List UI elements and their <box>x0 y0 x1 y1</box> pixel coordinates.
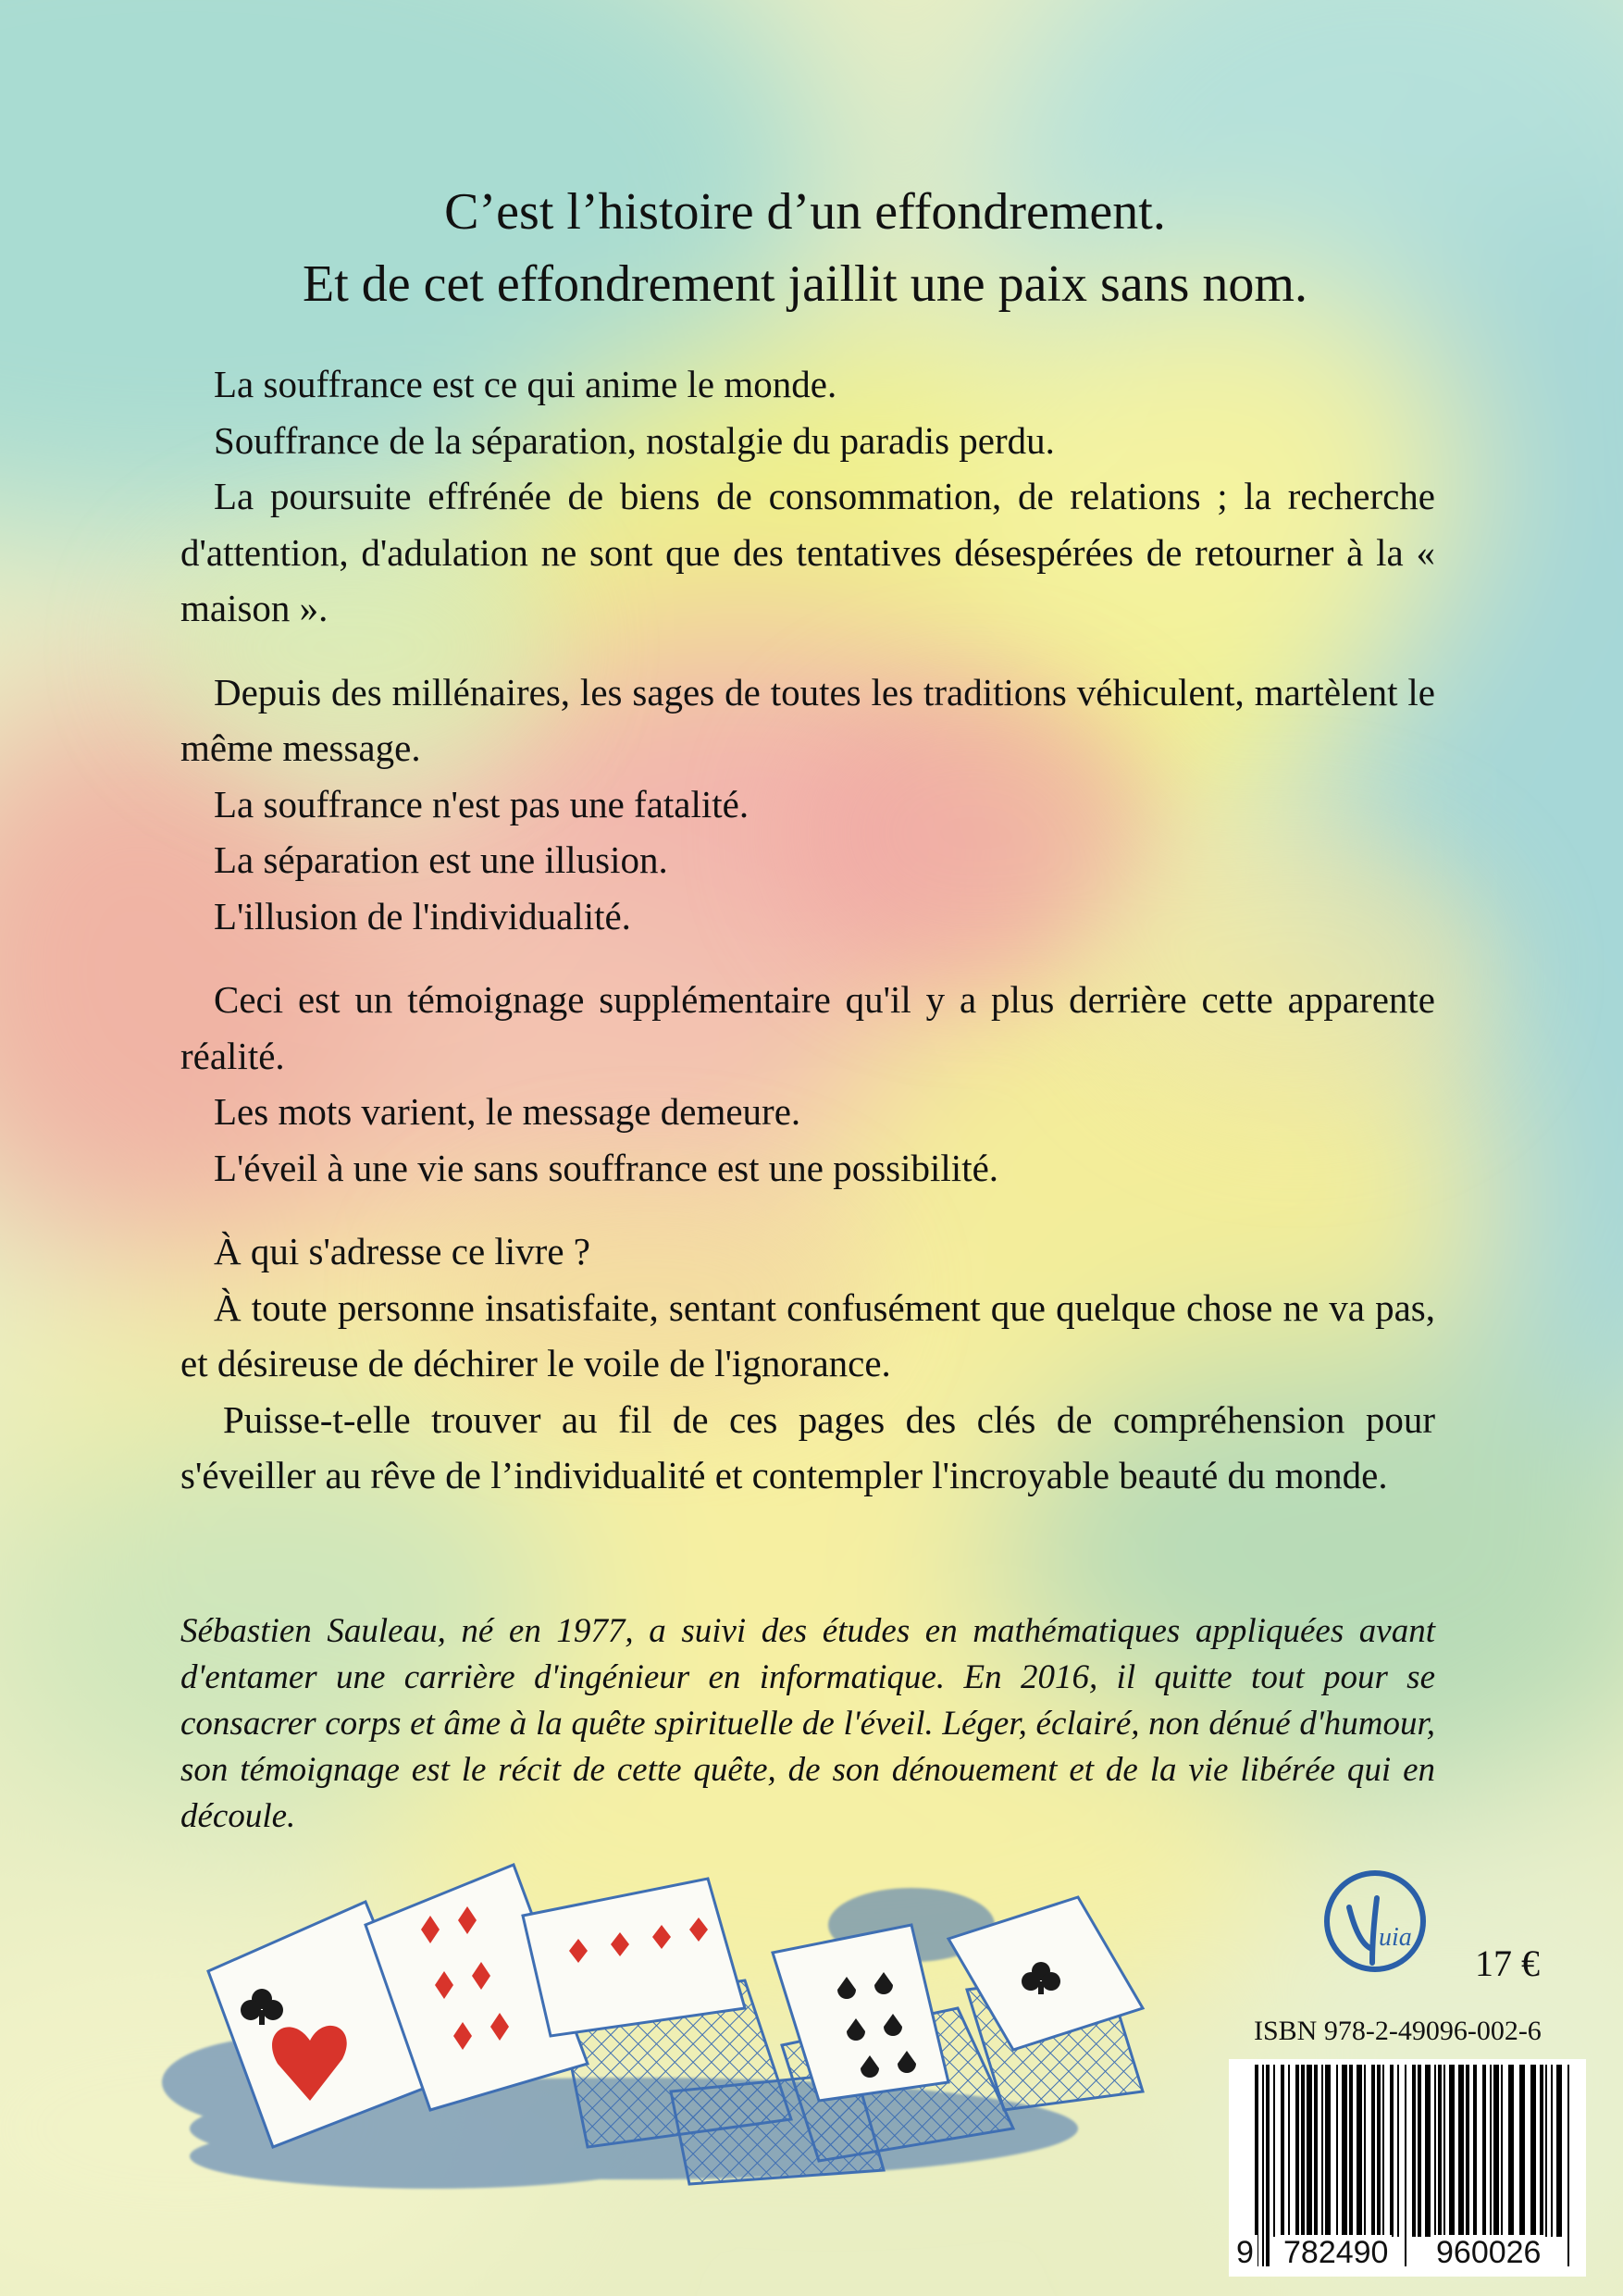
barcode-bar <box>1530 2065 1536 2237</box>
paragraph: Puisse-t-elle trouver au fil de ces pages des clés de compréhension pour s'éveiller au rêve de l’individualité et contempler l'incroyable beauté du monde. <box>180 1397 1435 1496</box>
barcode-bar <box>1377 2065 1381 2237</box>
paragraph: L'éveil à une vie sans souffrance est une possibilité. <box>214 1146 999 1189</box>
barcode-bar <box>1473 2065 1477 2237</box>
barcode <box>1229 2059 1586 2277</box>
isbn: ISBN 978-2-49096-002-6 <box>1254 2016 1542 2046</box>
barcode-bar <box>1342 2065 1347 2237</box>
barcode-bar <box>1551 2065 1553 2237</box>
barcode-bar <box>1349 2065 1353 2237</box>
paragraph: Ceci est un témoignage supplémentaire qu'il y a plus derrière cette apparente réalité. <box>180 978 1435 1077</box>
price: 17 € <box>1475 1942 1540 1984</box>
barcode-bar <box>1281 2065 1284 2237</box>
paragraph: L'illusion de l'individualité. <box>214 894 631 937</box>
barcode-bar <box>1434 2065 1436 2237</box>
barcode-bar <box>1307 2065 1312 2237</box>
paragraph: La souffrance est ce qui anime le monde. <box>214 363 837 405</box>
barcode-bar <box>1545 2065 1547 2237</box>
headline <box>139 176 1471 320</box>
barcode-bar <box>1405 2065 1406 2266</box>
barcode-bar <box>1295 2065 1299 2237</box>
barcode-bar <box>1466 2065 1469 2237</box>
barcode-bar <box>1567 2065 1569 2266</box>
barcode-bar <box>1382 2065 1384 2237</box>
paragraph: Souffrance de la séparation, nostalgie du paradis perdu. <box>214 418 1055 462</box>
barcode-bar <box>1519 2065 1525 2237</box>
barcode-bar <box>1314 2065 1318 2237</box>
barcode-bar <box>1301 2065 1305 2237</box>
barcode-bar <box>1390 2065 1394 2237</box>
author-bio: Sébastien Sauleau, né en 1977, a suivi des études en mathématiques appliquées avant d'entamer une carrière d'ingénieur en informatique. En 2016, il quitte tout pour se consacrer corps et âme à la quête spirituelle de l'éveil. Léger, éclairé, non dénué d'humour, son témoignage est le récit de cette quête, de son dénouement et de la vie libérée qui en découle. <box>180 1612 1435 1835</box>
barcode-bar <box>1482 2065 1486 2237</box>
barcode-bar <box>1412 2065 1416 2237</box>
publisher-logo-icon <box>1312 1866 1442 1977</box>
paragraph: À qui s'adresse ce livre ? <box>214 1230 590 1272</box>
paragraph: La séparation est une illusion. <box>214 838 668 881</box>
barcode-digit-first: 9 <box>1233 2235 1258 2271</box>
paragraph: La souffrance n'est pas une fatalité. <box>214 782 750 825</box>
barcode-bar <box>1458 2065 1464 2237</box>
barcode-bar <box>1501 2065 1503 2237</box>
barcode-bar <box>1397 2065 1399 2237</box>
barcode-digits-left: 782490 <box>1280 2235 1392 2271</box>
playing-cards-illustration <box>153 1851 1272 2193</box>
publisher-logo-text: uia <box>1379 1923 1412 1952</box>
barcode-bar <box>1508 2065 1514 2237</box>
barcode-bar <box>1493 2065 1499 2237</box>
barcode-bar <box>1556 2065 1562 2237</box>
barcode-bar <box>1364 2065 1366 2237</box>
barcode-bar <box>1336 2065 1338 2237</box>
barcode-bar <box>1540 2065 1543 2237</box>
barcode-bar <box>1357 2065 1362 2237</box>
barcode-bar <box>1262 2065 1264 2266</box>
paragraph: À toute personne insatisfaite, sentant confusément que quelque chose ne va pas, et désireuse de déchirer le voile de l'ignorance. <box>180 1285 1435 1384</box>
blurb-text <box>180 356 1435 1504</box>
barcode-bar <box>1266 2065 1270 2266</box>
barcode-bar <box>1288 2065 1290 2237</box>
barcode-bar <box>1490 2065 1492 2237</box>
barcode-bar <box>1449 2065 1455 2237</box>
barcode-bar <box>1371 2065 1375 2237</box>
barcode-bar <box>1438 2065 1442 2237</box>
paragraph: Depuis des millénaires, les sages de toutes les traditions véhiculent, martèlent le même message. <box>180 670 1435 769</box>
barcode-bar <box>1425 2065 1431 2237</box>
barcode-bar <box>1321 2065 1323 2237</box>
headline-line-1: C’est l’histoire d’un effondrement. <box>444 183 1166 241</box>
barcode-bar <box>1418 2065 1421 2237</box>
barcode-bar <box>1325 2065 1331 2237</box>
barcode-bar <box>1443 2065 1445 2237</box>
headline-line-2: Et de cet effondrement jaillit une paix sans nom. <box>303 255 1307 313</box>
barcode-bar <box>1273 2065 1275 2237</box>
paragraph: Les mots varient, le message demeure. <box>214 1090 801 1133</box>
barcode-digits-right: 960026 <box>1432 2235 1544 2271</box>
paragraph: La poursuite effrénée de biens de consommation, de relations ; la recherche d'attention, d'adulation ne sont que des tentatives désespérées de retourner à la « maison ». <box>180 475 1435 629</box>
